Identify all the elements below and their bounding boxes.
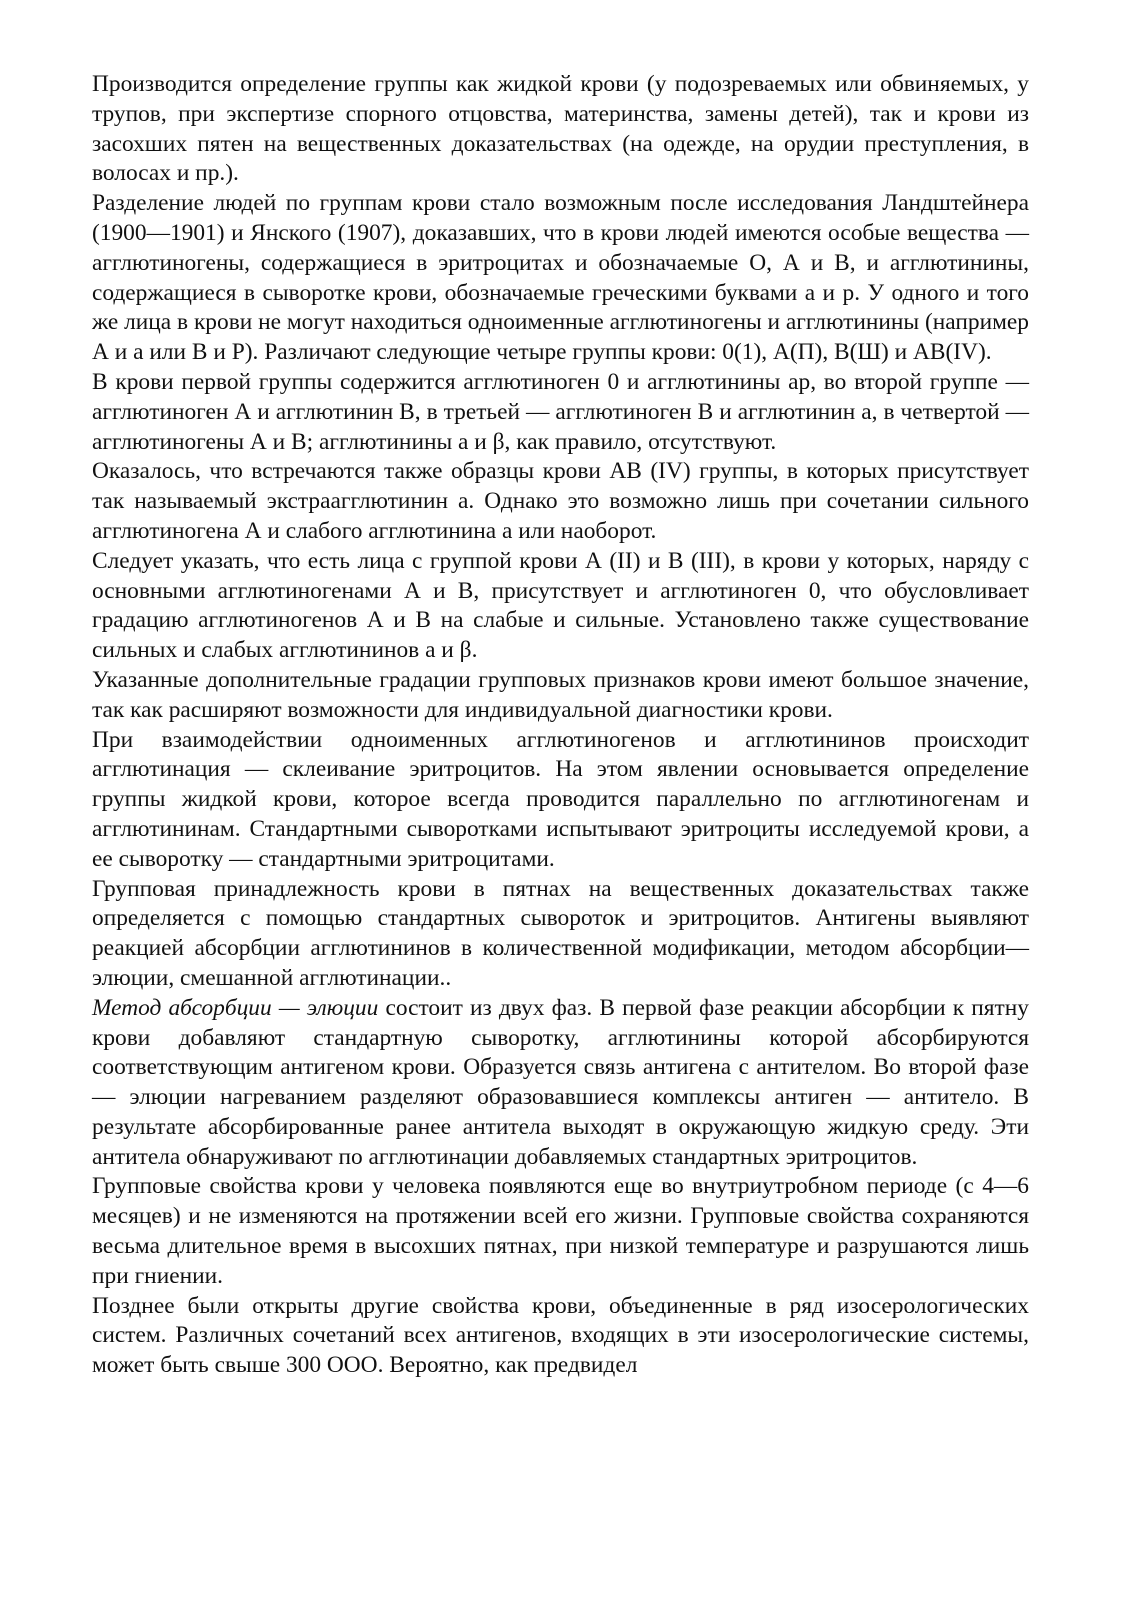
paragraph-8: Групповая принадлежность крови в пятнах на вещественных доказательствах также определяется с помощью стандартных сывороток и эритроцитов. Антигены выявляют реакцией абсорбции агглютининов в количественной модификации, методом абсорбции— элюции, смешанной агглютинации.. (92, 875, 1029, 991)
document-page (92, 70, 1029, 1381)
method-term: Метод абсорбции — элюции (92, 994, 379, 1021)
paragraph-6: Указанные дополнительные градации групповых признаков крови имеют большое значение, так как расширяют возможности для индивидуальной диагностики крови. (92, 666, 1029, 723)
paragraph-5: Следует указать, что есть лица с группой крови А (II) и В (III), в крови у которых, наряду с основными агглютиногенами А и В, присутствует и агглютиноген 0, что обусловливает градацию агглютиногенов А и В на слабые и сильные. Установлено также существование сильных и слабых агглютининов а и β. (92, 547, 1029, 664)
paragraph-7: При взаимодействии одноименных агглютиногенов и агглютининов происходит агглютинация — склеивание эритроцитов. На этом явлении основывается определение группы жидкой крови, которое всегда проводится параллельно по агглютиногенам и агглютининам. Стандартными сыворотками испытывают эритроциты исследуемой крови, а ее сыворотку — стандартными эритроцитами. (92, 726, 1029, 872)
paragraph-10: Групповые свойства крови у человека появляются еще во внутриутробном периоде (с 4—6 месяцев) и не изменяются на протяжении всей его жизни. Групповые свойства сохраняются весьма длительное время в высохших пятнах, при низкой температуре и разрушаются лишь при гниении. (92, 1173, 1029, 1289)
paragraph-4: Оказалось, что встречаются также образцы крови АВ (IV) группы, в которых присутствует так называемый экстраагглютинин а. Однако это возможно лишь при сочетании сильного агглютиногена А и слабого агглютинина а или наоборот. (92, 458, 1029, 544)
paragraph-11: Позднее были открыты другие свойства крови, объединенные в ряд изосерологических систем. Различных сочетаний всех антигенов, входящих в эти изосерологические системы, может быть свыше 300 ООО. Вероятно, как предвидел (92, 1292, 1029, 1379)
paragraph-3: В крови первой группы содержится агглютиноген 0 и агглютинины ар, во второй группе — агглютиноген А и агглютинин В, в третьей — агглютиноген В и агглютинин а, в четвертой — агглютиногены А и В; агглютинины а и β, как правило, отсутствуют. (92, 368, 1029, 455)
paragraph-9-body: состоит из двух фаз. В первой фазе реакции абсорбции к пятну крови добавляют стандартную сыворотку, агглютинины которой абсорбируются соответствующим антигеном крови. Образуется связь антигена с антителом. Во второй фазе — элюции нагреванием разделяют образовавшиеся комплексы антиген — антитело. В результате абсорбированные ранее антитела выходят в окружающую жидкую среду. Эти антитела обнаруживают по агглютинации добавляемых стандартных эритроцитов. (92, 994, 1029, 1170)
paragraph-9 (92, 994, 1029, 1173)
paragraph-2: Разделение людей по группам крови стало возможным после исследования Ландштейнера (1900—1901) и Янского (1907), доказавших, что в крови людей имеются особые вещества — агглютиногены, содержащиеся в эритроцитах и обозначаемые О, А и В, и агглютинины, содержащиеся в сыворотке крови, обозначаемые греческими буквами а и р. У одного и того же лица в крови не могут находиться одноименные агглютиногены и агглютинины (например А и а или В и Р). Различают следующие четыре группы крови: 0(1), А(П), В(Ш) и АВ(IV). (92, 190, 1029, 366)
paragraph-1: Производится определение группы как жидкой крови (у подозреваемых или обвиняемых, у трупов, при экспертизе спорного отцовства, материнства, замены детей), так и крови из засохших пятен на вещественных доказательствах (на одежде, на орудии преступления, в волосах и пр.). (92, 71, 1029, 187)
